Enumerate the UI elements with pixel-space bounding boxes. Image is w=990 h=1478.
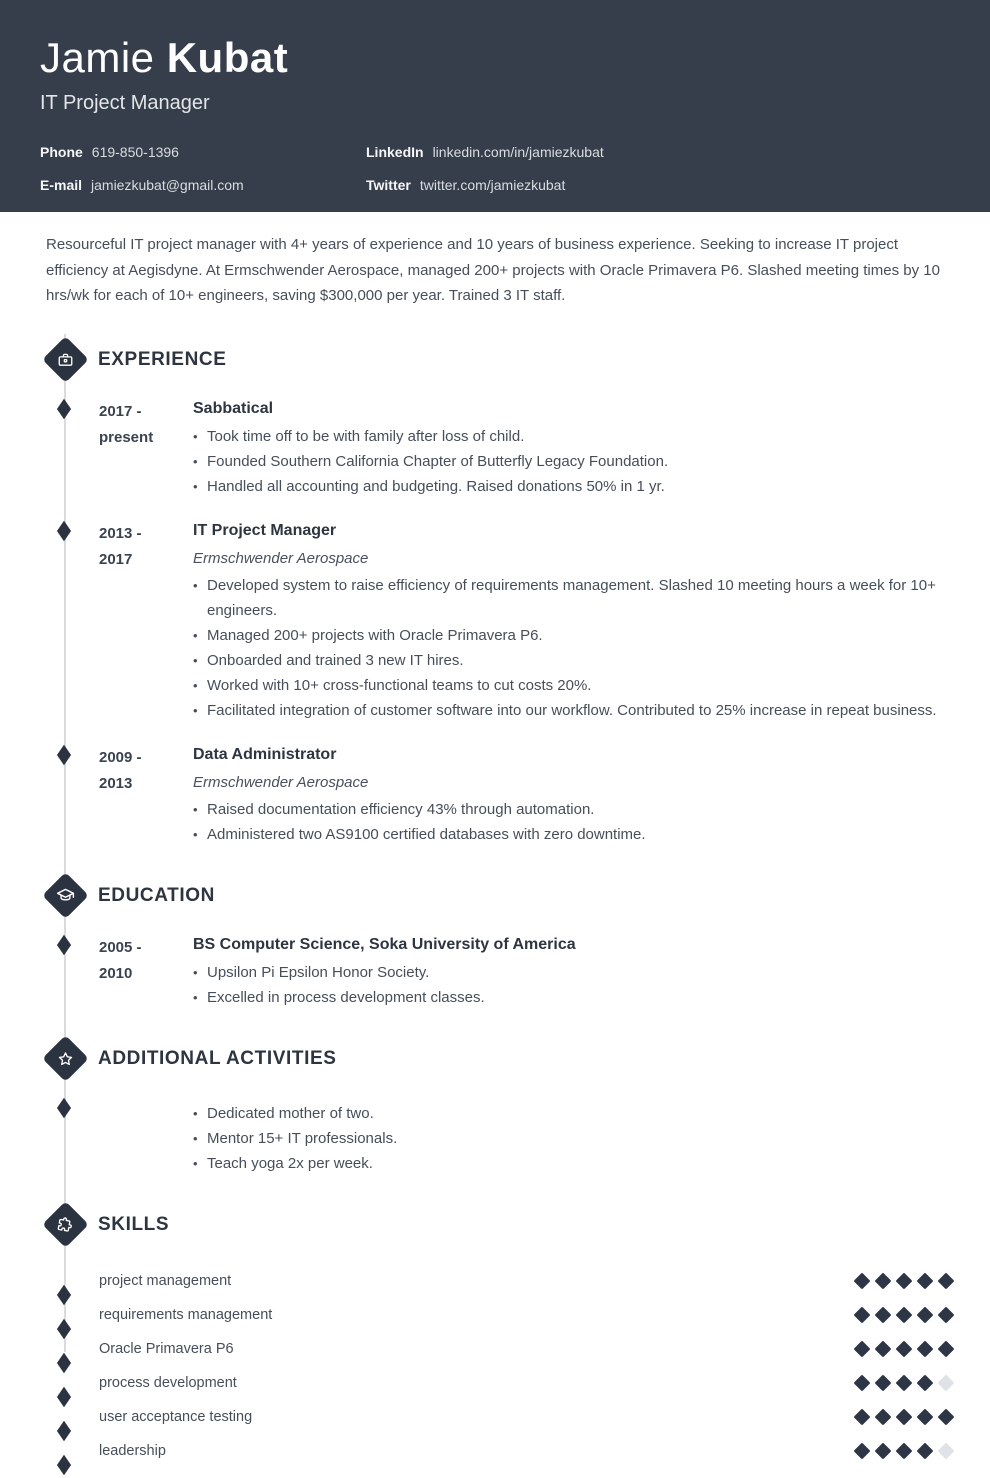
entry-dates	[99, 745, 193, 847]
section-experience	[0, 335, 990, 871]
bullet-item: • Excelled in process development classes.	[193, 985, 952, 1010]
contact-column-left	[40, 142, 366, 195]
twitter-label: Twitter	[366, 177, 411, 194]
contact-block	[40, 142, 950, 195]
rating-diamond-filled	[854, 1408, 871, 1425]
entry-dates	[99, 521, 193, 723]
entry-bullets	[193, 424, 952, 499]
education-entries	[0, 921, 990, 1034]
experience-entry-data-administrator	[0, 745, 990, 847]
rating-diamond-filled	[917, 1306, 934, 1323]
company-name: Ermschwender Aerospace	[193, 549, 369, 567]
rating-diamond-filled	[875, 1272, 892, 1289]
entry-bullets	[193, 1101, 952, 1176]
education-heading: EDUCATION	[98, 884, 215, 906]
company-name: Ermschwender Aerospace	[193, 773, 369, 791]
rating-diamond-filled	[938, 1272, 955, 1289]
section-additional-activities	[0, 1034, 990, 1200]
experience-entries	[0, 385, 990, 871]
education-section-badge	[41, 872, 89, 920]
entry-title: Sabbatical	[193, 399, 274, 417]
graduation-cap-icon	[42, 872, 89, 919]
skills-list	[0, 1250, 990, 1478]
skill-row	[0, 1434, 990, 1468]
contact-column-right	[366, 142, 604, 195]
date-start: 2017 -	[99, 402, 142, 420]
education-section-header	[41, 871, 990, 921]
date-start: 2009 -	[99, 748, 142, 766]
date-end: 2010	[99, 964, 133, 982]
rating-diamond-filled	[896, 1306, 913, 1323]
skill-rating	[856, 1445, 952, 1457]
contact-phone	[40, 142, 366, 162]
bullet-item: • Dedicated mother of two.	[193, 1101, 952, 1126]
timeline-diamond-icon	[57, 1097, 71, 1118]
rating-diamond-filled	[896, 1340, 913, 1357]
experience-entry-it-project-manager	[0, 521, 990, 723]
bullet-item: • Handled all accounting and budgeting. Raised donations 50% in 1 yr.	[193, 474, 952, 499]
timeline-diamond-icon	[57, 1454, 71, 1475]
contact-linkedin	[366, 142, 604, 162]
email-value: jamiezkubat@gmail.com	[91, 177, 244, 194]
date-start: 2005 -	[99, 938, 142, 956]
rating-diamond-filled	[917, 1272, 934, 1289]
linkedin-label: LinkedIn	[366, 144, 424, 161]
first-name: Jamie	[40, 34, 155, 81]
skill-rating	[856, 1309, 952, 1321]
activities-section-header	[41, 1034, 990, 1084]
twitter-value: twitter.com/jamiezkubat	[419, 177, 566, 194]
contact-twitter	[366, 175, 604, 195]
resume-header	[0, 0, 990, 212]
rating-diamond-filled	[938, 1408, 955, 1425]
linkedin-value: linkedin.com/in/jamiezkubat	[432, 144, 604, 161]
activities-entries	[0, 1084, 990, 1200]
experience-section-header	[41, 335, 990, 385]
skills-section-badge	[41, 1201, 89, 1249]
entry-dates-empty	[99, 1098, 193, 1176]
rating-diamond-filled	[917, 1442, 934, 1459]
rating-diamond-filled	[875, 1408, 892, 1425]
bullet-item: • Took time off to be with family after loss of child.	[193, 424, 952, 449]
bullet-item: • Onboarded and trained 3 new IT hires.	[193, 648, 952, 673]
bullet-item: • Managed 200+ projects with Oracle Primavera P6.	[193, 623, 952, 648]
email-label: E-mail	[40, 177, 83, 194]
phone-label: Phone	[40, 144, 83, 161]
skill-rating	[856, 1411, 952, 1423]
star-icon	[42, 1035, 89, 1082]
timeline-diamond-icon	[57, 520, 71, 541]
section-education	[0, 871, 990, 1034]
skill-row	[0, 1400, 990, 1434]
rating-diamond-filled	[938, 1306, 955, 1323]
skill-row	[0, 1332, 990, 1366]
rating-diamond-empty	[938, 1442, 955, 1459]
experience-heading: EXPERIENCE	[98, 348, 227, 370]
last-name: Kubat	[166, 34, 289, 81]
timeline-diamond-icon	[57, 934, 71, 955]
briefcase-icon	[42, 336, 89, 383]
rating-diamond-filled	[875, 1306, 892, 1323]
rating-diamond-filled	[854, 1442, 871, 1459]
skill-label: user acceptance testing	[99, 1408, 253, 1425]
skill-row	[0, 1366, 990, 1400]
activities-section-badge	[41, 1035, 89, 1083]
person-name	[40, 36, 950, 80]
summary-text: Resourceful IT project manager with 4+ years of experience and 10 years of business experience. Seeking to increase IT project efficiency at Aegisdyne. At Ermschwender Aerospace, managed 200+ projects with Oracle Primavera P6. Slashed meeting times by 10 hrs/wk for each of 10+ engineers, saving $300,000 per year. Trained 3 IT staff.	[46, 236, 940, 304]
entry-dates	[99, 935, 193, 1010]
resume-body	[0, 212, 990, 1478]
experience-section-badge	[41, 336, 89, 384]
skill-rating	[856, 1343, 952, 1355]
rating-diamond-filled	[938, 1340, 955, 1357]
date-end: present	[99, 428, 154, 446]
bullet-item: • Teach yoga 2x per week.	[193, 1151, 952, 1176]
skill-label: Oracle Primavera P6	[99, 1340, 234, 1357]
education-entry	[0, 935, 990, 1010]
rating-diamond-filled	[875, 1442, 892, 1459]
date-end: 2013	[99, 774, 133, 792]
rating-diamond-filled	[917, 1408, 934, 1425]
experience-entry-sabbatical	[0, 399, 990, 499]
timeline-diamond-icon	[57, 398, 71, 419]
activities-entry	[0, 1098, 990, 1176]
timeline-diamond-icon	[57, 744, 71, 765]
rating-diamond-filled	[896, 1408, 913, 1425]
phone-value: 619-850-1396	[91, 144, 179, 161]
job-title: IT Project Manager	[40, 92, 210, 115]
entry-bullets	[193, 960, 952, 1010]
skill-rating	[856, 1275, 952, 1287]
entry-title: IT Project Manager	[193, 521, 337, 539]
bullet-item: • Developed system to raise efficiency of requirements management. Slashed 10 meeting hours a week for 10+ engineers.	[193, 573, 952, 623]
skill-label: process development	[99, 1374, 237, 1391]
contact-email	[40, 175, 366, 195]
puzzle-piece-icon	[42, 1201, 89, 1248]
date-end: 2017	[99, 550, 133, 568]
bullet-item: • Founded Southern California Chapter of Butterfly Legacy Foundation.	[193, 449, 952, 474]
skill-label: leadership	[99, 1442, 166, 1459]
rating-diamond-filled	[854, 1374, 871, 1391]
rating-diamond-filled	[854, 1340, 871, 1357]
bullet-item: • Upsilon Pi Epsilon Honor Society.	[193, 960, 952, 985]
rating-diamond-filled	[875, 1340, 892, 1357]
rating-diamond-filled	[896, 1272, 913, 1289]
skill-rating	[856, 1377, 952, 1389]
rating-diamond-filled	[875, 1374, 892, 1391]
bullet-item: • Administered two AS9100 certified databases with zero downtime.	[193, 822, 952, 847]
skill-label: project management	[99, 1272, 232, 1289]
bullet-item: • Worked with 10+ cross-functional teams to cut costs 20%.	[193, 673, 952, 698]
rating-diamond-filled	[854, 1306, 871, 1323]
rating-diamond-filled	[917, 1374, 934, 1391]
bullet-item: • Facilitated integration of customer software into our workflow. Contributed to 25% increase in repeat business.	[193, 698, 952, 723]
rating-diamond-filled	[854, 1272, 871, 1289]
date-start: 2013 -	[99, 524, 142, 542]
rating-diamond-filled	[896, 1374, 913, 1391]
skill-row	[0, 1298, 990, 1332]
entry-bullets	[193, 573, 952, 723]
degree-title: BS Computer Science, Soka University of America	[193, 935, 576, 953]
rating-diamond-empty	[938, 1374, 955, 1391]
skills-heading: SKILLS	[98, 1213, 170, 1235]
skills-section-header	[41, 1200, 990, 1250]
section-skills	[0, 1200, 990, 1478]
activities-heading: ADDITIONAL ACTIVITIES	[98, 1047, 337, 1069]
bullet-item: • Mentor 15+ IT professionals.	[193, 1126, 952, 1151]
rating-diamond-filled	[917, 1340, 934, 1357]
skill-label: requirements management	[99, 1306, 273, 1323]
skill-row	[0, 1264, 990, 1298]
entry-dates	[99, 399, 193, 499]
bullet-item: • Raised documentation efficiency 43% through automation.	[193, 797, 952, 822]
entry-title: Data Administrator	[193, 745, 337, 763]
entry-bullets	[193, 797, 952, 847]
rating-diamond-filled	[896, 1442, 913, 1459]
